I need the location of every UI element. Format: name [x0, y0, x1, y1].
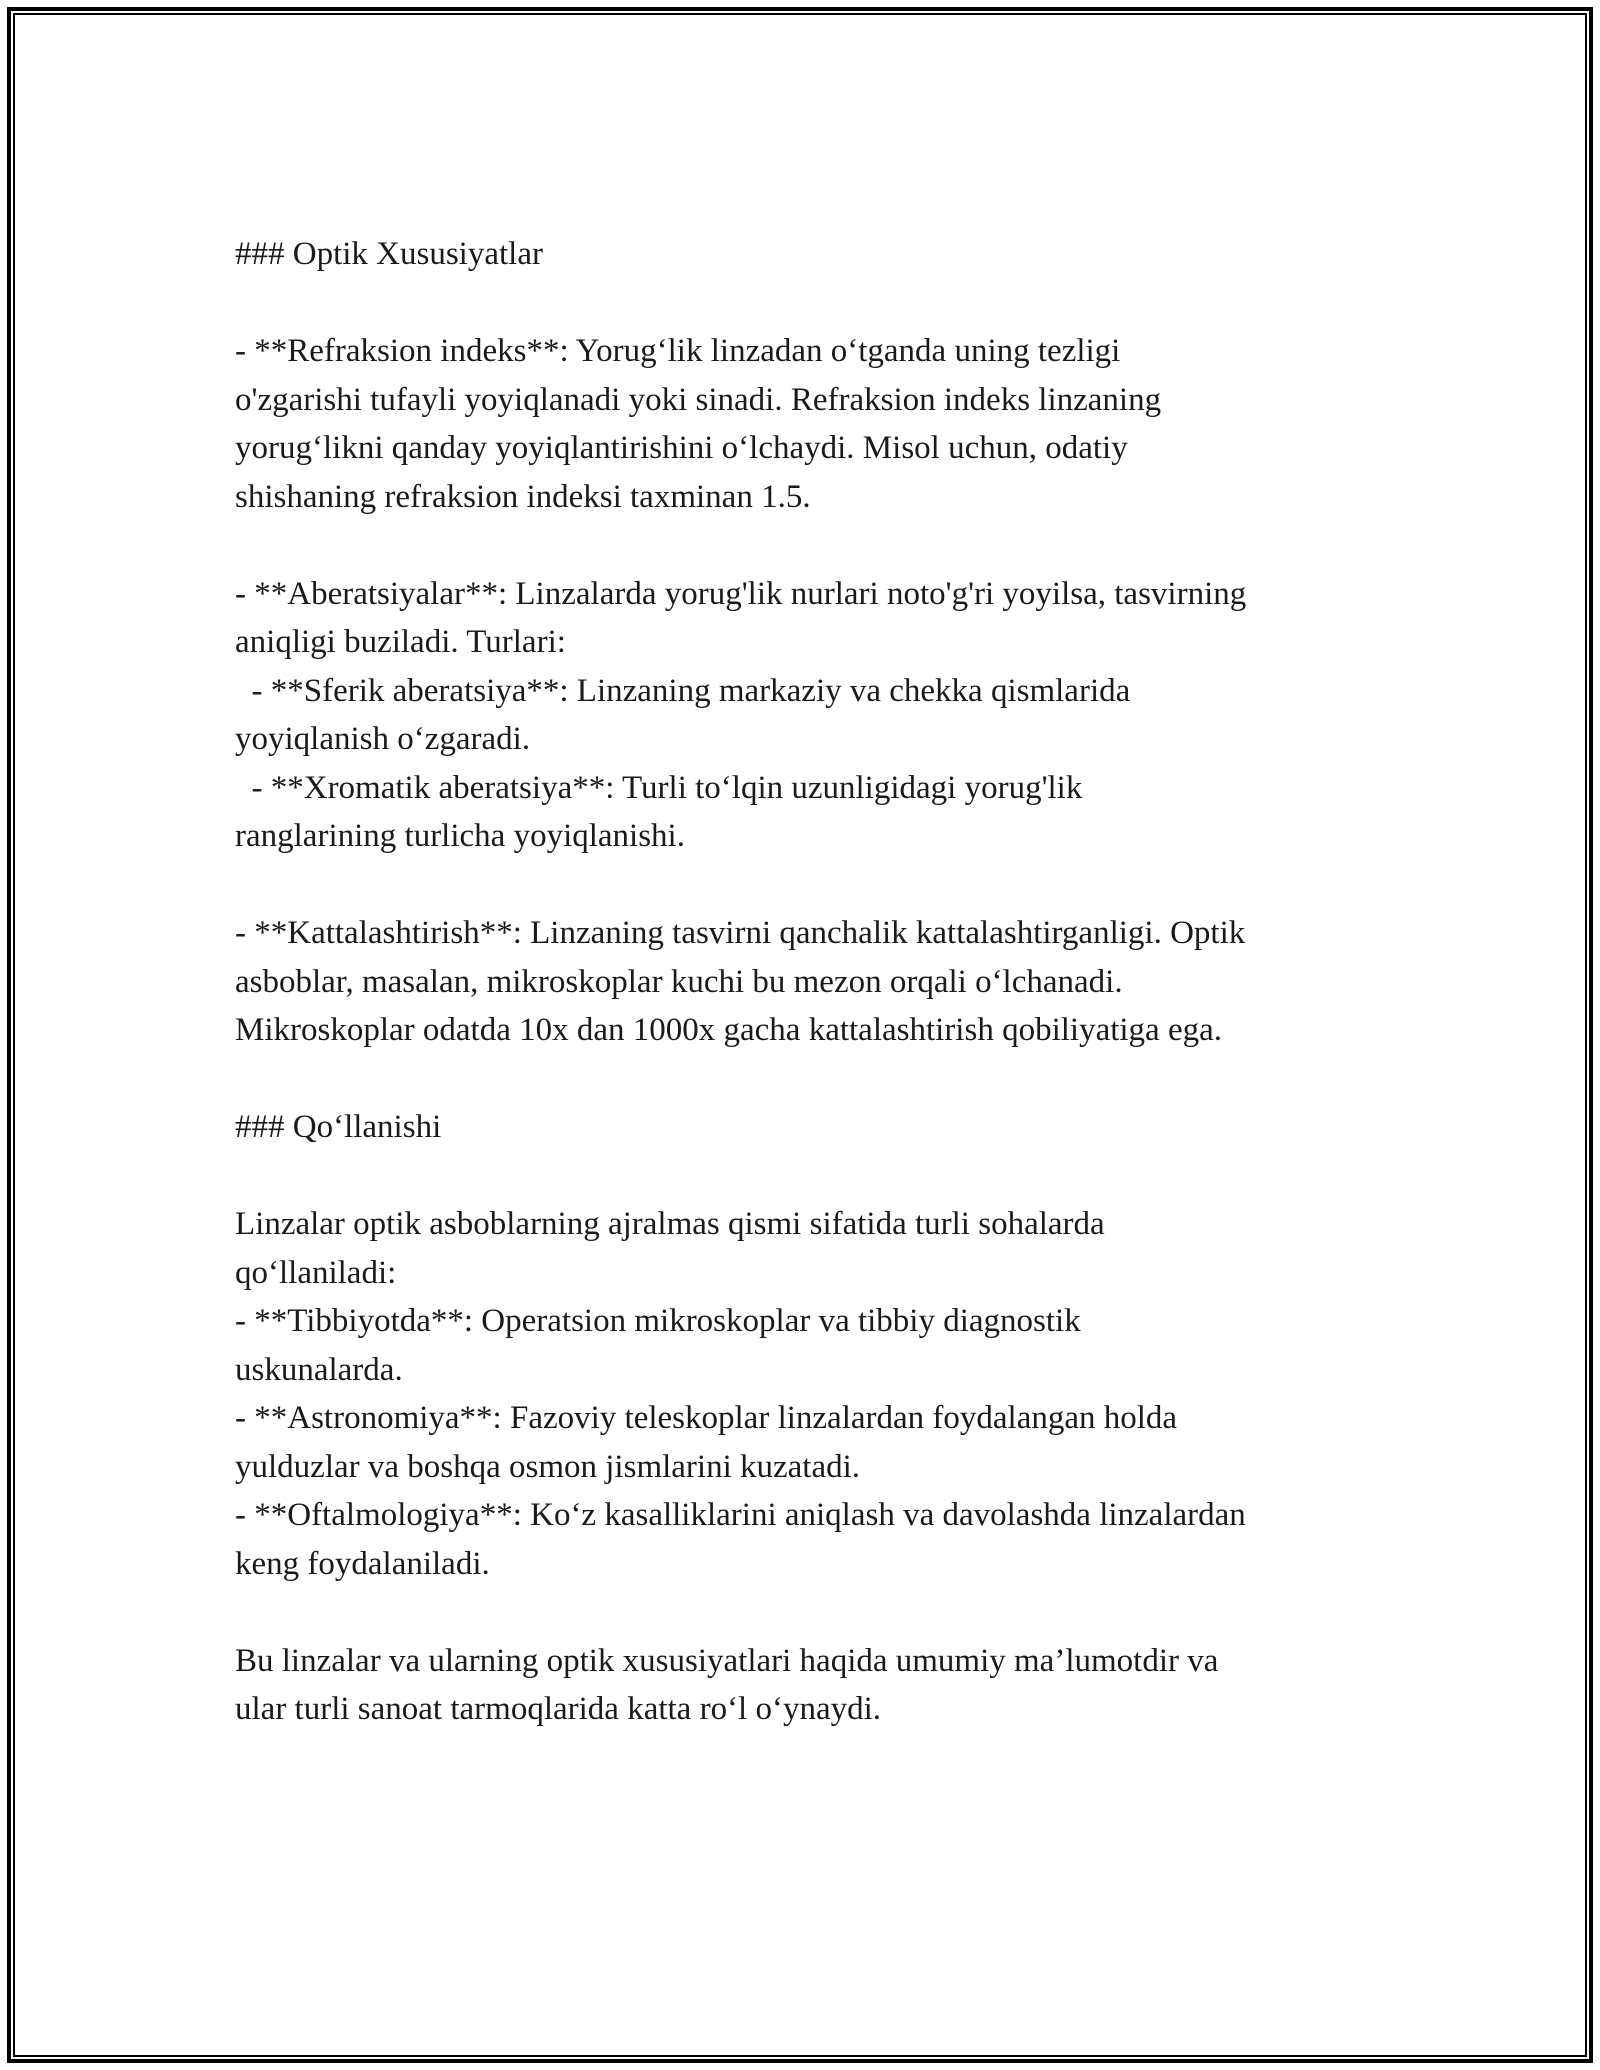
section-heading-qollanishi: ### Qo‘llanishi	[235, 1109, 442, 1145]
text-line: ranglarining turlicha yoyiqlanishi.	[235, 818, 685, 854]
text-line: qo‘llaniladi:	[235, 1254, 397, 1291]
text-line: Mikroskoplar odatda 10x dan 1000x gacha kattalashtirish qobiliyatiga ega.	[235, 1012, 1223, 1048]
text-line: yulduzlar va boshqa osmon jismlarini kuzatadi.	[235, 1448, 861, 1485]
text-line: asboblar, masalan, mikroskoplar kuchi bu mezon orqali o‘lchanadi.	[235, 963, 1123, 1000]
text-line: uskunalarda.	[235, 1351, 403, 1388]
text-line: o'zgarishi tufayli yoyiqlanadi yoki sinadi. Refraksion indeks linzaning	[235, 381, 1162, 418]
section-heading-optik: ### Optik Xususiyatlar	[235, 236, 543, 272]
text-line: yorug‘likni qanday yoyiqlantirishini o‘lchaydi. Misol uchun, odatiy	[235, 430, 1128, 466]
blank-line	[235, 521, 1395, 570]
text-line: - **Xromatik aberatsiya**: Turli to‘lqin uzunligidagi yorug'lik	[235, 769, 1083, 806]
text-line: Bu linzalar va ularning optik xususiyatlari haqida umumiy ma’lumotdir va	[235, 1642, 1219, 1679]
text-line: - **Aberatsiyalar**: Linzalarda yorug'lik nurlari noto'g'ri yoyilsa, tasvirning	[235, 575, 1247, 612]
text-line: aniqligi buziladi. Turlari:	[235, 624, 566, 660]
text-line: shishaning refraksion indeksi taxminan 1.5.	[235, 478, 811, 515]
blank-line	[235, 1055, 1395, 1104]
text-line: - **Oftalmologiya**: Ko‘z kasalliklarini aniqlash va davolashda linzalardan	[235, 1497, 1246, 1533]
blank-line	[235, 279, 1395, 328]
blank-line	[235, 1588, 1395, 1637]
text-line: - **Kattalashtirish**: Linzaning tasvirni qanchalik kattalashtirganligi. Optik	[235, 915, 1246, 951]
text-line: yoyiqlanish o‘zgaradi.	[235, 721, 531, 757]
text-line: - **Tibbiyotda**: Operatsion mikroskoplar va tibbiy diagnostik	[235, 1303, 1081, 1339]
text-line: Linzalar optik asboblarning ajralmas qismi sifatida turli sohalarda	[235, 1206, 1105, 1242]
document-body	[235, 230, 1395, 1734]
text-line: - **Sferik aberatsiya**: Linzaning markaziy va chekka qismlarida	[235, 672, 1131, 709]
blank-line	[235, 1152, 1395, 1201]
text-line: keng foydalaniladi.	[235, 1545, 490, 1582]
text-line: - **Astronomiya**: Fazoviy teleskoplar linzalardan foydalangan holda	[235, 1400, 1178, 1436]
text-line: ular turli sanoat tarmoqlarida katta ro‘l o‘ynaydi.	[235, 1691, 882, 1727]
text-line: - **Refraksion indeks**: Yorug‘lik linzadan o‘tganda uning tezligi	[235, 333, 1121, 369]
blank-line	[235, 861, 1395, 910]
